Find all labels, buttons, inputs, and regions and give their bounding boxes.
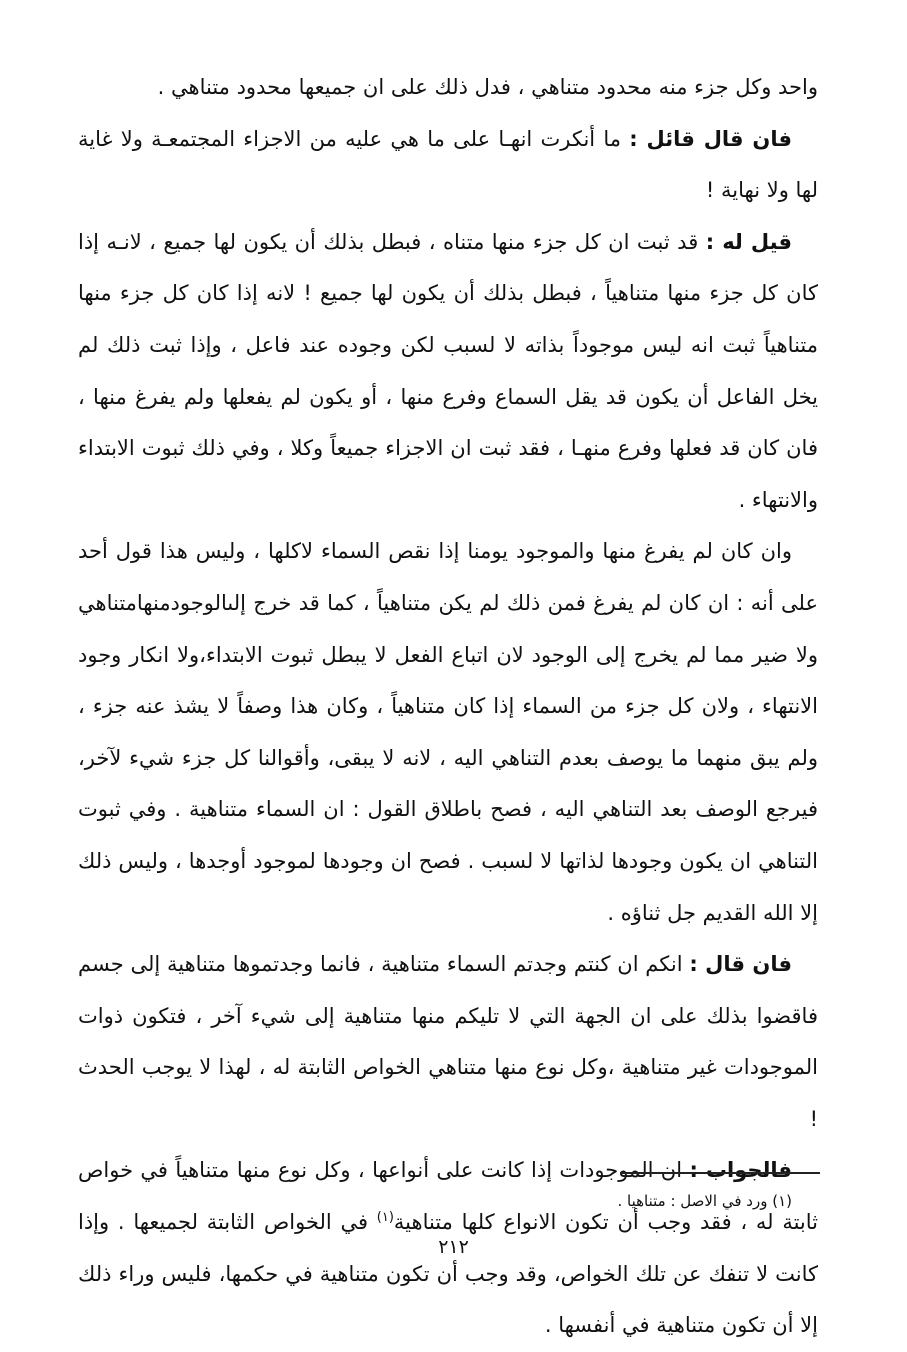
paragraph-text-continued: في الخواص الثابتة لجميعها . وإذا كانت لا تنفك عن تلك الخواص، وقد وجب أن تكون متناهية في حكمها، فليس وراء ذلك إلا أن تكون متناهية في أنفسها . <box>78 1210 818 1338</box>
paragraph-text: ما أنكرت انهـا على ما هي عليه من الاجزاء المجتمعـة ولا غاية لها ولا نهاية ! <box>78 126 818 203</box>
paragraph-text: واحد وكل جزء منه محدود متناهي ، فدل ذلك على ان جميعها محدود متناهي . <box>157 75 818 99</box>
paragraph-lead: فان قال : <box>689 952 792 977</box>
paragraph-lead: فان قال قائل : <box>629 126 792 151</box>
paragraph-4 <box>78 526 818 939</box>
paragraph-lead: قيل له : <box>705 229 792 254</box>
page-number: ٢١٢ <box>438 1236 469 1258</box>
main-text <box>78 62 818 1352</box>
footnote-reference: (١) <box>376 1210 394 1226</box>
paragraph-text: انكم ان كنتم وجدتم السماء متناهية ، فانما وجدتموها متناهية إلى جسم فاقضوا بذلك على ان الجهة التي لا تليكم منها متناهية إلى شيء آخر ، فتكون ذوات الموجودات غير متناهية ،وكل نوع منها متناهي الخواص الثابتة له ، لهذا لا يوجب الحدث ! <box>78 952 818 1131</box>
paragraph-text: ان الموجودات إذا كانت على أنواعها ، وكل نوع منها متناهياً في خواص ثابتة له ، فقد وجب أن تكون الانواع كلها متناهية <box>78 1158 819 1235</box>
paragraph-5 <box>78 939 818 1145</box>
footnote: (١) ورد في الاصل : متناهيا . <box>617 1192 792 1210</box>
footnote-divider <box>620 1172 820 1174</box>
paragraph-3 <box>78 217 818 527</box>
paragraph-text: وان كان لم يفرغ منها والموجود يومنا إذا نقص السماء لاكلها ، وليس هذا قول أحد على أنه : ان كان لم يفرغ فمن ذلك لم يكن متناهياً ، كما قد خرج إلىالوجودمنهامتناهي ولا ضير مما لم يخرج إلى الوجود لان اتباع الفعل لا يبطل ثبوت الابتداء،ولا انكار وجود الانتهاء ، ولان كل جزء من السماء إذا كان متناهياً ، وكان هذا وصفاً لا يشذ عنه جزء ، ولم يبق منهما ما يوصف بعدم التناهي اليه ، لانه لا يبقى، وأقوالنا كل جزء شيء لآخر، فيرجع الوصف بعد التناهي اليه ، فصح باطلاق القول : ان السماء متناهية . وفي ثبوت التناهي ان يكون وجودها لذاتها لا لسبب . فصح ان وجودها لموجود أوجدها ، وليس ذلك إلا الله القديم جل ثناؤه . <box>78 539 818 925</box>
paragraph-1 <box>78 62 818 114</box>
paragraph-text: قد ثبت ان كل جزء منها متناه ، فبطل بذلك أن يكون لها جميع ، لانـه إذا كان كل جزء منها متناهياً ، فبطل بذلك أن يكون لها جميع ! لانه إذا كان كل جزء منها متناهياً ثبت انه ليس موجوداً بذاته لا لسبب لكن وجوده عند فاعل ، وإذا ثبت ذلك لم يخل الفاعل أن يكون قد يقل السماع وفرع منها ، أو يكون لم يفعلها ولم يفرغ منها ، فان كان قد فعلها وفرع منهـا ، فقد ثبت ان الاجزاء جميعاً وكلا ، وفي ذلك ثبوت الابتداء والانتهاء . <box>78 229 818 512</box>
paragraph-2 <box>78 114 818 217</box>
paragraph-lead: فالجواب : <box>689 1158 792 1183</box>
